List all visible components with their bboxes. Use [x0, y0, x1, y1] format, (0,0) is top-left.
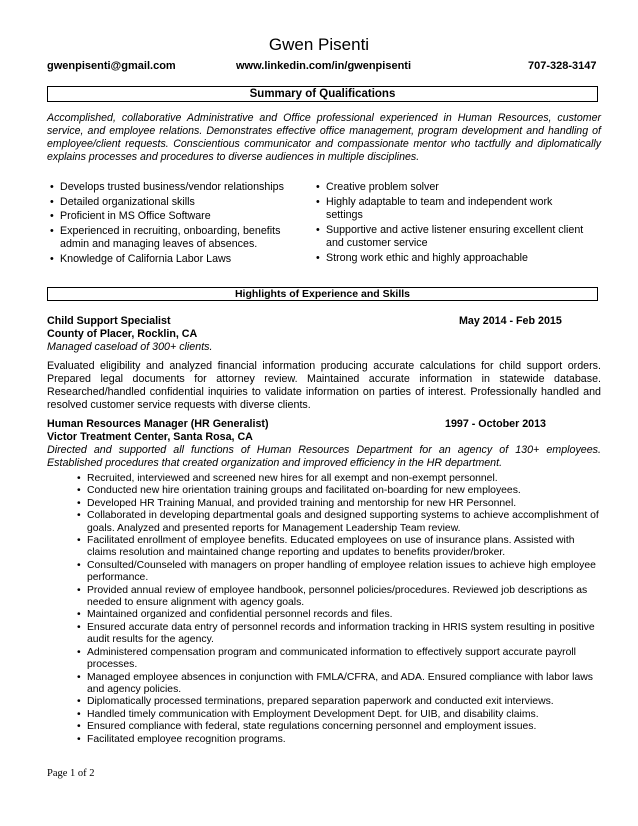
job-bullets [47, 473, 601, 746]
skills-right-list [316, 181, 586, 266]
job-company: Victor Treatment Center, Santa Rosa, CA [47, 431, 253, 443]
job-dates: 1997 - October 2013 [445, 418, 546, 430]
email: gwenpisenti@gmail.com [47, 60, 176, 72]
list-item: • Recruited, interviewed and screened new hires for all exempt and non-exempt personnel. [77, 473, 601, 485]
list-item: • Experienced in recruiting, onboarding, benefits admin and managing leaves of absences. [50, 225, 308, 252]
job-dates: May 2014 - Feb 2015 [459, 315, 562, 327]
list-item: • Highly adaptable to team and independent work settings [316, 196, 586, 223]
list-item: • Ensured accurate data entry of personnel records and information tracking in HRIS system resulting in positive audit results for the agency. [77, 622, 601, 647]
job-title-row [47, 315, 601, 328]
list-item: • Conducted new hire orientation training groups and facilitated on-boarding for new employees. [77, 485, 601, 497]
job-title: Child Support Specialist [47, 315, 171, 327]
highlights-heading: Highlights of Experience and Skills [47, 287, 598, 301]
phone: 707-328-3147 [528, 60, 597, 72]
page-number: Page 1 of 2 [47, 768, 95, 779]
summary-heading: Summary of Qualifications [47, 86, 598, 102]
summary-text: Accomplished, collaborative Administrative and Office professional experienced in Human Resources, customer service, and employee relations. Demonstrates effective office management, program development and handling of employee/client requests. Conscientious communicator and compassionate mentor who tactfully and diplomatically explains processes and procedures to diverse audiences in multiple disciplines. [47, 112, 601, 163]
list-item: • Strong work ethic and highly approachable [316, 252, 586, 266]
list-item: • Diplomatically processed terminations, prepared separation paperwork and conducted exit interviews. [77, 696, 601, 708]
job-company: County of Placer, Rocklin, CA [47, 328, 198, 340]
skills-left-list [50, 181, 308, 267]
job-description: Directed and supported all functions of Human Resources Department for an agency of 130+ employees. Established procedures that created organization and improved efficiency in the HR department. [47, 444, 601, 469]
list-item: • Facilitated employee recognition programs. [77, 734, 601, 746]
linkedin-url: www.linkedin.com/in/gwenpisenti [236, 60, 412, 72]
list-item: • Knowledge of California Labor Laws [50, 253, 308, 267]
job-paragraph: Evaluated eligibility and analyzed financial information producing accurate calculations for child support orders. Prepared legal documents for attorney review. Maintained accurate information in statewide database. Researched/handled confidential inquiries to validate information on parties of interest. Professionally handled and resolved customer service requests with diverse clients. [47, 360, 601, 411]
list-item: • Ensured compliance with federal, state regulations concerning personnel and employment issues. [77, 721, 601, 733]
list-item: • Provided annual review of employee handbook, personnel policies/procedures. Reviewed job descriptions as needed to ensure alignment with agency goals. [77, 585, 601, 610]
list-item: • Developed HR Training Manual, and provided training and mentorship for new HR Personnel. [77, 498, 601, 510]
job-title-row [47, 418, 601, 431]
list-item: • Maintained organized and confidential personnel records and files. [77, 609, 601, 621]
job-title: Human Resources Manager (HR Generalist) [47, 418, 269, 430]
list-item: • Develops trusted business/vendor relationships [50, 181, 308, 195]
job-description: Managed caseload of 300+ clients. [47, 341, 213, 353]
list-item: • Handled timely communication with Employment Development Dept. for UIB, and disability claims. [77, 709, 601, 721]
list-item: • Detailed organizational skills [50, 196, 308, 210]
list-item: • Proficient in MS Office Software [50, 210, 308, 224]
list-item: • Administered compensation program and communicated information to effectively support accurate payroll processes. [77, 647, 601, 672]
list-item: • Facilitated enrollment of employee benefits. Educated employees on use of insurance plans. Assisted with claims resolution and maintained change reporting and updates to benefits provider/broker. [77, 535, 601, 560]
list-item: • Supportive and active listener ensuring excellent client and customer service [316, 224, 586, 251]
list-item: • Collaborated in developing departmental goals and designed supporting systems to achieve accomplishment of goals. Analyzed and presented reports for Management Leadership Team review. [77, 510, 601, 535]
job-entry [47, 418, 601, 746]
candidate-name: Gwen Pisenti [268, 35, 370, 54]
list-item: • Consulted/Counseled with managers on proper handling of employee relation issues to achieve high employee performance. [77, 560, 601, 585]
list-item: • Managed employee absences in conjunction with FMLA/CFRA, and ADA. Ensured compliance with labor laws and agency policies. [77, 672, 601, 697]
job-entry [47, 315, 601, 412]
list-item: • Creative problem solver [316, 181, 586, 195]
